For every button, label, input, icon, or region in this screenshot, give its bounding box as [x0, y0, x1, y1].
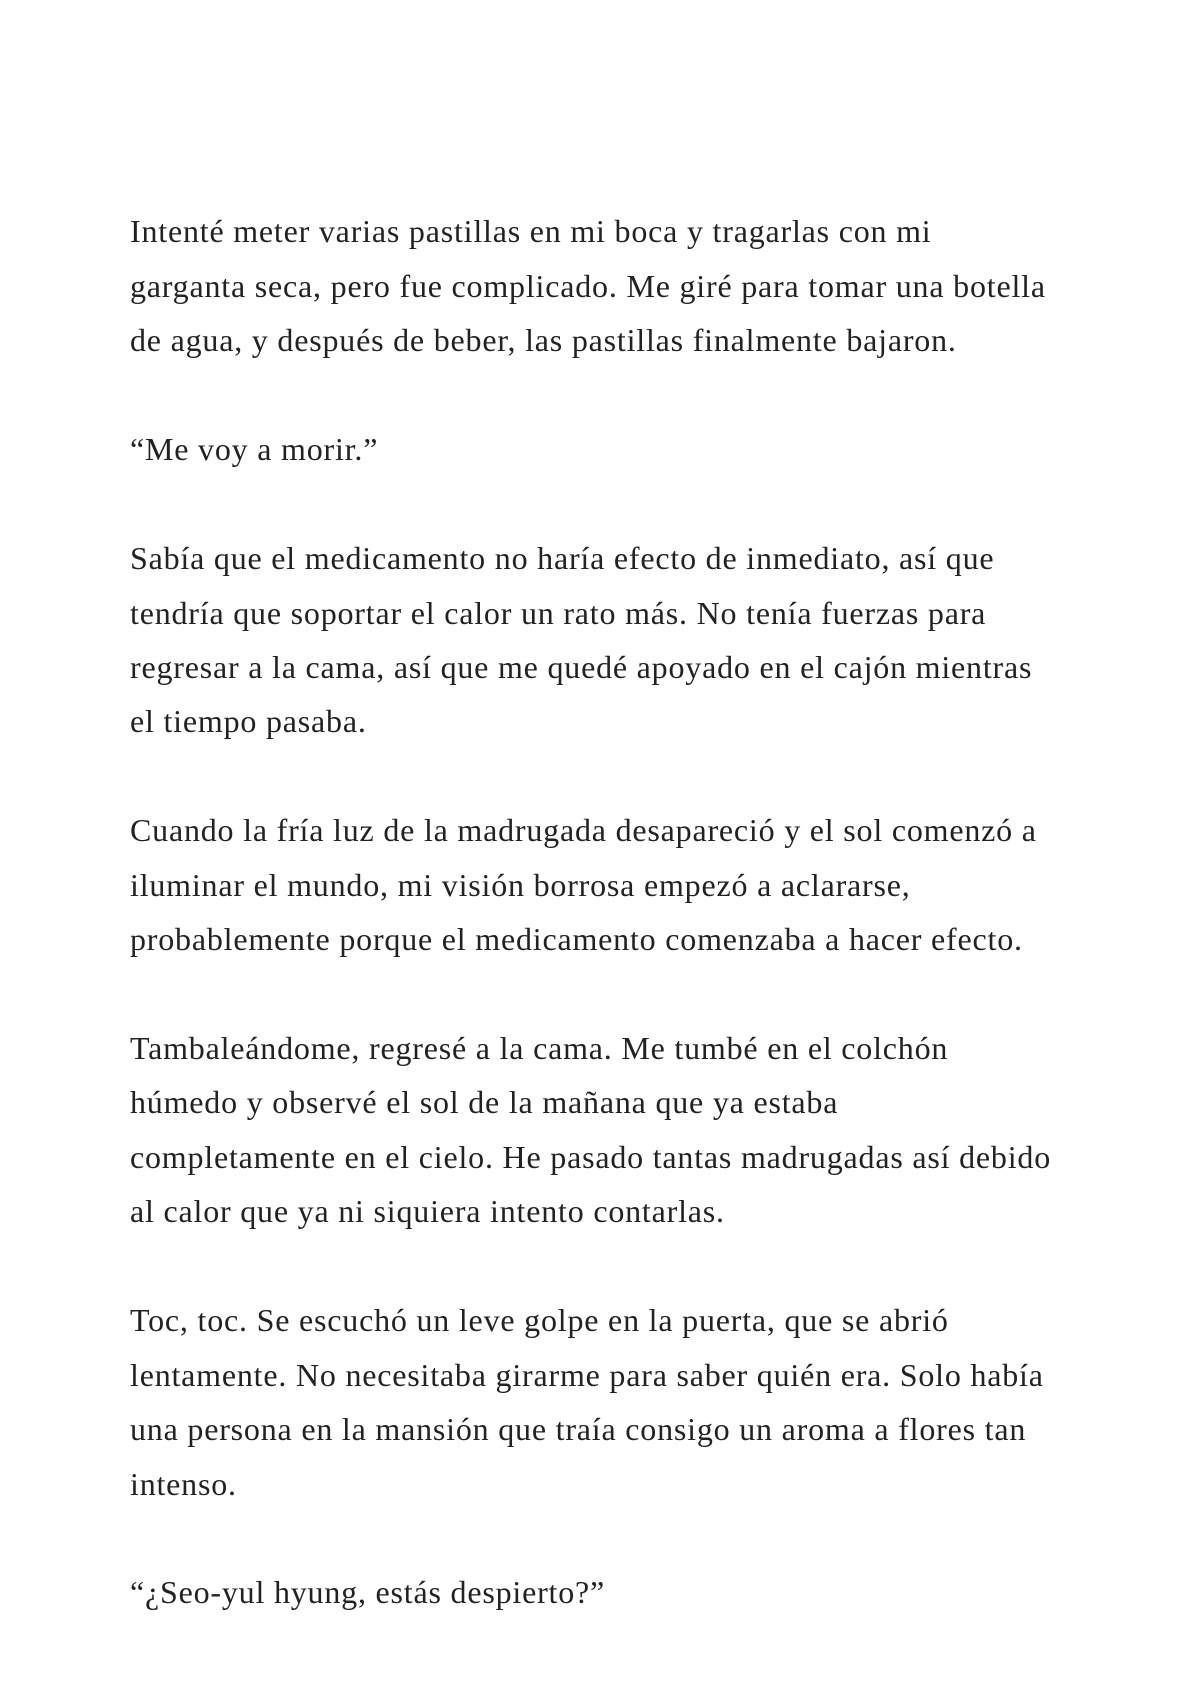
dialogue-line: “Me voy a morir.”: [130, 431, 379, 468]
dialogue-line: “¿Seo-yul hyung, estás despierto?”: [130, 1574, 606, 1611]
text-line: de agua, y después de beber, las pastillas finalmente bajaron.: [130, 322, 957, 359]
text-line: lentamente. No necesitaba girarme para saber quién era. Solo había: [130, 1356, 1044, 1393]
text-line: el tiempo pasaba.: [130, 703, 367, 740]
text-line: intenso.: [130, 1465, 237, 1502]
text-line: Cuando la fría luz de la madrugada desapareció y el sol comenzó a: [130, 812, 1037, 849]
text-line: al calor que ya ni siquiera intento contarlas.: [130, 1193, 725, 1230]
text-line: iluminar el mundo, mi visión borrosa empezó a aclararse,: [130, 866, 911, 903]
text-line: Toc, toc. Se escuchó un leve golpe en la puerta, que se abrió: [130, 1302, 949, 1339]
text-line: húmedo y observé el sol de la mañana que ya estaba: [130, 1084, 839, 1121]
text-line: una persona en la mansión que traía consigo un aroma a flores tan: [130, 1411, 1027, 1448]
text-line: Sabía que el medicamento no haría efecto de inmediato, así que: [130, 540, 995, 577]
text-line: tendría que soportar el calor un rato más. No tenía fuerzas para: [130, 594, 987, 631]
text-line: completamente en el cielo. He pasado tantas madrugadas así debido: [130, 1138, 1052, 1175]
text-line: Tambaleándome, regresé a la cama. Me tumbé en el colchón: [130, 1030, 949, 1066]
body-text: [130, 150, 1130, 1620]
text-line: probablemente porque el medicamento comenzaba a hacer efecto.: [130, 921, 1023, 958]
text-line: garganta seca, pero fue complicado. Me giré para tomar una botella: [130, 267, 1046, 304]
text-line: regresar a la cama, así que me quedé apoyado en el cajón mientras: [130, 648, 1033, 685]
text-line: Intenté meter varias pastillas en mi boca y tragarlas con mi: [130, 213, 932, 250]
